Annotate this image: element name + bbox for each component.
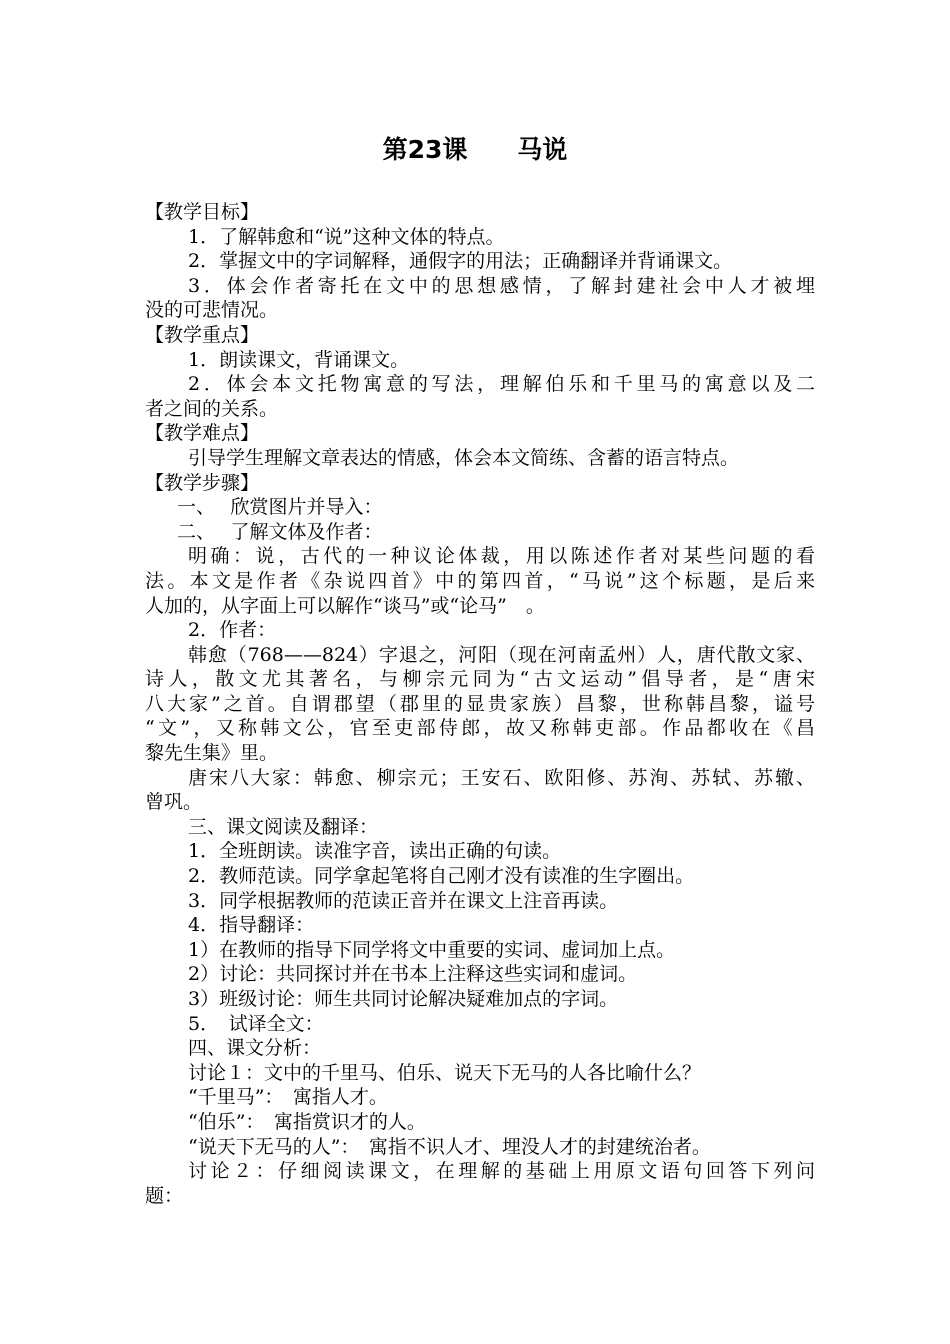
text-line: 2）讨论：共同探讨并在书本上注释这些实词和虚词。: [188, 963, 638, 986]
text-line: 唐宋八大家：韩愈、柳宗元；王安石、欧阳修、苏洵、苏轼、苏辙、: [188, 766, 815, 789]
text-line: “千里马”： 寓指人才。: [188, 1086, 388, 1109]
text-line: 【教学步骤】: [145, 471, 260, 494]
text-line: 3．同学根据教师的范读正音并在课文上注音再读。: [188, 889, 619, 912]
text-line: 2．作者：: [188, 619, 277, 642]
text-line: 【教学重点】: [145, 323, 260, 346]
text-line: 八大家”之首。自谓郡望（郡里的显贵家族）昌黎，世称韩昌黎，谥号: [145, 692, 815, 715]
text-line: 黎先生集》里。: [145, 742, 279, 765]
text-line: 2．掌握文中的字词解释，通假字的用法；正确翻译并背诵课文。: [188, 250, 733, 273]
text-line: 法。本文是作者《杂说四首》中的第四首，“马说”这个标题，是后来: [145, 569, 815, 592]
text-line: 3）班级讨论：师生共同讨论解决疑难加点的字词。: [188, 988, 619, 1010]
text-line: 4．指导翻译：: [188, 914, 315, 937]
lesson-title: 第23课 马说: [382, 135, 568, 164]
text-line: 1．了解韩愈和“说”这种文体的特点。: [188, 225, 505, 248]
text-line: 1）在教师的指导下同学将文中重要的实词、虚词加上点。: [188, 938, 676, 961]
text-line: 曾巩。: [145, 791, 203, 814]
text-line: 人加的，从字面上可以解作“谈马”或“论马” 。: [145, 594, 545, 617]
text-line: 四、课文分析：: [188, 1037, 322, 1060]
text-line: 5． 试译全文：: [188, 1012, 324, 1035]
text-line: 【教学目标】: [145, 201, 260, 223]
text-line: “说天下无马的人”： 寓指不识人才、埋没人才的封建统治者。: [188, 1135, 711, 1158]
text-line: 三、课文阅读及翻译：: [188, 815, 379, 838]
text-line: 一、 欣赏图片并导入：: [177, 496, 383, 519]
text-line: 【教学难点】: [145, 422, 260, 445]
text-line: “伯乐”： 寓指赏识才的人。: [188, 1110, 426, 1133]
text-line: 明确：说，古代的一种议论体裁，用以陈述作者对某些问题的看: [188, 545, 815, 568]
text-line: 诗人，散文尤其著名，与柳宗元同为“古文运动”倡导者，是“唐宋: [145, 668, 815, 691]
text-line: 1．朗读课文，背诵课文。: [188, 348, 410, 371]
text-line: 讨论１：文中的千里马、伯乐、说天下无马的人各比喻什么？: [188, 1061, 702, 1084]
text-line: 2．体会本文托物寓意的写法，理解伯乐和千里马的寓意以及二: [188, 373, 815, 396]
text-line: “文”，又称韩文公，官至吏部侍郎，故又称韩吏部。作品都收在《昌: [145, 717, 815, 740]
text-line: 2．教师范读。同学拿起笔将自己刚才没有读准的生字圈出。: [188, 865, 695, 888]
text-line: 讨论２：仔细阅读课文，在理解的基础上用原文语句回答下列问: [188, 1160, 815, 1183]
text-line: 题：: [145, 1184, 184, 1207]
text-line: 3．体会作者寄托在文中的思想感情，了解封建社会中人才被埋: [188, 274, 815, 297]
text-line: 没的可悲情况。: [145, 299, 279, 322]
text-line: 二、 了解文体及作者：: [177, 520, 383, 543]
document-body: [145, 200, 815, 1208]
text-line: 引导学生理解文章表达的情感，体会本文简练、含蓄的语言特点。: [188, 446, 740, 469]
text-line: 1．全班朗读。读准字音，读出正确的句读。: [188, 840, 562, 863]
text-line: 者之间的关系。: [145, 397, 279, 420]
text-line: 韩愈（768——824）字退之，河阳（现在河南孟州）人，唐代散文家、: [188, 643, 815, 666]
